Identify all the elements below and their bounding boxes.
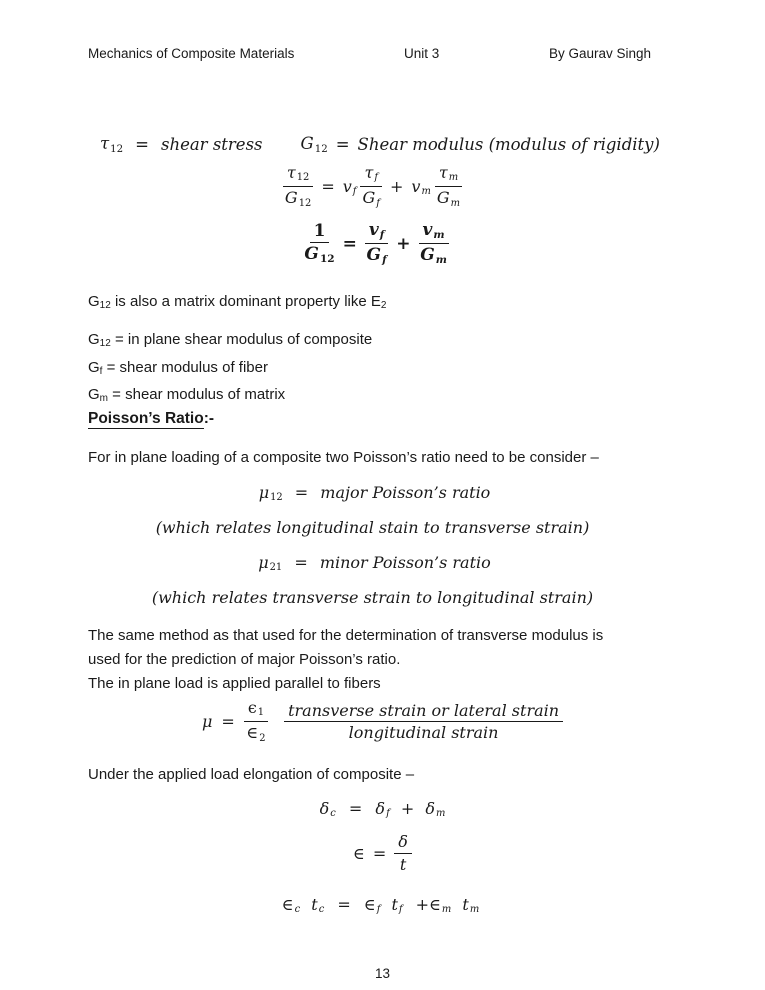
note-mu21: (which relates transverse strain to longitudinal strain) [151, 588, 594, 607]
delta-m: δm [425, 799, 446, 820]
tau-symbol: τ12 [100, 134, 124, 155]
frac-tauf-gf: $\frac{\tau f}{Gf}$ [360, 164, 382, 210]
shear-modulus-definitions [88, 328, 372, 411]
t-c: tc [311, 895, 325, 916]
header-unit: Unit 3 [404, 46, 440, 61]
vf-symbol: vf [342, 176, 357, 198]
eps-c: ∈c [281, 895, 301, 916]
heading-poissons-ratio: Poisson’s Ratio:- [88, 410, 215, 427]
eq-mu12: μ12 = major Poisson’s ratio [258, 483, 491, 504]
frac-1-g12: $\frac{1}{G12}$ [304, 220, 335, 266]
shear-stress-label: shear stress [160, 134, 263, 154]
frac-delta-t: $\frac{\delta}{t}$ [394, 833, 412, 873]
eq-rule-of-mixtures: $\frac{\tau 12}{G12}$ = vf $\frac{\tau f}{Gf}$ + vm $\frac{\tau m}{Gm}$ [0, 164, 755, 210]
def-gm: Gm = shear modulus of matrix [88, 386, 286, 404]
frac-eps1-eps2: $\frac{\epsilon 1}{\in 2}$ [244, 699, 268, 745]
eq-mu-ratio: μ = $\frac{\epsilon 1}{\in 2}$ $\frac{\text{transverse strain or lateral strain}}{\text{longitudinal strain}}$ [202, 699, 563, 745]
page-number: 13 [374, 966, 391, 981]
para-method [88, 624, 628, 697]
eq-shear-definitions: τ12 = shear stress G12 = Shear modulus (modulus of rigidity) [100, 134, 660, 155]
eps-f: ∈f [363, 895, 381, 916]
frac-strain-ratio: $\frac{\text{transverse strain or lateral strain}}{\text{longitudinal strain}}$ [284, 702, 563, 742]
eq-mu21: μ21 = minor Poisson’s ratio [258, 553, 491, 574]
t-f: tf [391, 895, 403, 916]
eq-inverse-rule: $\frac{1}{G12}$ = $\frac{vf}{Gf}$ + $\frac{vm}{Gm}$ [304, 220, 447, 266]
eq-strain: ∈ = $\frac{\delta}{t}$ [0, 833, 765, 873]
plus-eps-m: +∈m [415, 895, 452, 916]
mu21-symbol: μ21 [258, 553, 283, 574]
para-load-line: The in plane load is applied parallel to fibers [88, 675, 381, 693]
page-header [88, 46, 651, 61]
g-symbol: G12 [300, 134, 328, 155]
vm-symbol: vm [411, 176, 431, 198]
frac-vf-gf: $\frac{vf}{Gf}$ [366, 220, 387, 266]
frac-tau12-g12: $\frac{\tau 12}{G12}$ [283, 164, 313, 210]
mu-symbol: μ [202, 712, 213, 732]
shear-modulus-label: Shear modulus (modulus of rigidity) [357, 134, 660, 154]
element-of-symbol: ∈ [353, 843, 365, 863]
delta-f: δf [375, 799, 390, 820]
def-gf: Gf = shear modulus of fiber [88, 358, 268, 377]
header-course-title: Mechanics of Composite Materials [88, 46, 295, 61]
para-intro: For in plane loading of a composite two Poisson’s ratio need to be consider – [88, 449, 599, 466]
delta-c: δc [319, 799, 336, 820]
frac-vm-gm: $\frac{vm}{Gm}$ [420, 220, 447, 266]
def-g12: G12 = in plane shear modulus of composite [88, 331, 373, 349]
frac-taum-gm: $\frac{\tau m}{Gm}$ [435, 164, 462, 210]
para-method-text: The same method as that used for the determination of transverse modulus is used for the prediction of major Poisson’s ratio. [88, 627, 604, 669]
note-mu12: (which relates longitudinal stain to transverse strain) [155, 518, 590, 537]
t-m: tm [462, 895, 480, 916]
header-author: By Gaurav Singh [548, 46, 651, 61]
note-matrix-dominant: G12 is also a matrix dominant property like E2 [88, 293, 387, 311]
para-under-load: Under the applied load elongation of composite – [88, 766, 415, 783]
eq-delta: δc = δf + δm [319, 799, 446, 820]
mu12-symbol: μ12 [258, 483, 283, 504]
eq-strain-sum: ∈c tc = ∈f tf +∈m tm [281, 895, 480, 916]
